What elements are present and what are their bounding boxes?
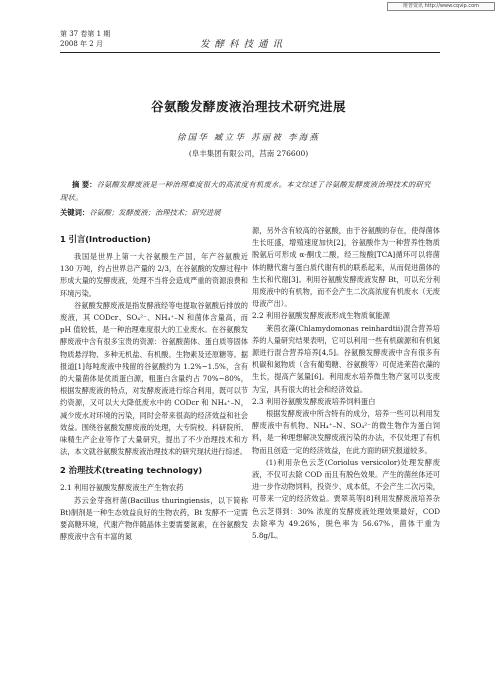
left-column: [60, 233, 248, 543]
keywords-label: 关键词：: [60, 208, 90, 217]
paragraph: 谷氨酸发酵废液是指发酵液经等电提取谷氨酸后排放的废液，其 CODcr、SO₄²⁻、NH₄⁺–N 和菌体含量高，而 pH 值较低，是一种治理难度很大的工业废水。在谷氨酸发酵废液中含有很多宝贵的资源：谷氨酸菌体、蛋白质等固体物质悬浮物、多种无机盐、有机酸、生物素及还原糖等。据报道[1]每吨废液中残留的谷氨酸约为 1.2%~1.5%，含有的大量菌体是优质蛋白源，粗蛋白含量约占 70%~80%，根据发酵废液的特点，对发酵废液进行综合利用，既可以节约资源，又可以大大降低废水中的 CODcr 和 NH₄⁺–N，减少废水对环境的污染，同时会带来很高的经济效益和社会效益。围绕谷氨酸发酵废液的处理，大专院校、科研院所、味精生产企业等作了大量研究，提出了不少治理技术和方法，本文就谷氨酸发酵废液治理技术的研究现状进行综述。: [60, 300, 248, 457]
keywords: [60, 207, 438, 219]
journal-header: [60, 30, 440, 56]
paragraph: 源，另外含有较高的谷氨酸，由于谷氨酸的存在，使得菌体生长旺盛，增殖速度加快[2]，谷氨酸作为一种营养性物质脱氨后可形成 α-酮戊二酸，经三羧酸[TCA]循环可以将菌体的糖代谢与蛋白质代谢有机的联系起来，从而促进菌体的生长和代谢[3]。利用谷氨酸发酵废液发酵 Bt，可以充分利用废液中的有机物，而不会产生二次高浓度有机废水（无废母液产出）。: [252, 226, 440, 309]
issue-date: 2008 年 2 月: [60, 40, 103, 48]
keywords-text: 谷氨酸；发酵废液；治理技术；研究进展: [89, 208, 221, 217]
paper-title: 谷氨酸发酵废液治理技术研究进展: [150, 99, 346, 114]
subsection-heading-2-1: 2.1 利用谷氨酸发酵废液生产生物农药: [60, 483, 184, 493]
journal-name: 发酵科技通讯: [200, 39, 288, 50]
paragraph: (1)利用杂色云芝(Coriolus versicolor)处理发酵废液，不仅可去除 COD 而且有脱色效果。产生的菌丝体还可进一步作动物饲料，投资少、成本低，不会产生二次污染，可带来一定的经济效益。贾翠英等[8]利用发酵废液培养杂色云芝得到：30% 浓度的发酵废液处理效果最好，COD 去除率为 49.26%，脱色率为 56.67%，菌体干重为 5.8g/L。: [252, 457, 440, 541]
section-heading-introduction: 1 引言(Introduction): [60, 234, 151, 244]
subsection-heading-2-2: 2.2 利用谷氨酸发酵废液形成生物质氧能源: [252, 311, 390, 321]
paragraph: 莱茵衣藻(Chlamydomonas reinhardtii)混合营养培养的人量研究结果表明，它可以利用一些有机碳源和有机氮源进行混合营养培养[4,5]。谷氨酸发酵废液中含有很多有机碳和氮物质（含有葡萄糖、谷氨酸等）可促进莱茵衣藻的生长，提高产氢量[6]。利用废水培养微生物产氢可以变废为宝，具有很大的社会和经济效益。: [252, 323, 440, 394]
abstract-label: 摘 要：: [72, 180, 97, 189]
paragraph: 我国是世界上第一大谷氨酸生产国，年产谷氨酸近 130 万吨，约占世界总产量的 2/3，在谷氨酸的发酵过程中形成大量的发酵废液，处理不当将会造成严重的资源浪费和环境污染。: [60, 252, 248, 298]
abstract: [60, 179, 438, 204]
volume-issue: 第 37 卷第 1 期: [60, 30, 111, 38]
right-column: [252, 225, 440, 542]
paragraph: 苏云金芽孢杆菌(Bacillus thuringiensis，以下简称 Bt)制剂是一种生态效益良好的生物农药，Bt 发酵不一定需要高糖环境，代谢产物伴随晶体主要需要氮素，在谷氨酸发酵废液中含有丰富的氮: [60, 495, 248, 542]
affiliation: (阜丰集团有限公司，莒南 276600): [188, 149, 309, 158]
subsection-heading-2-3: 2.3 利用谷氨酸发酵废液培养饲料蛋白: [252, 396, 376, 406]
author-list: 徐国华 臧立华 苏丽被 李海燕: [176, 133, 321, 143]
watermark-stamp: 维普资讯 http://www.cqvip.com: [387, 2, 495, 11]
paragraph: 根据发酵废液中所含特有的成分，培养一些可以利用发酵废液中有机物、NH₄⁺–N、SO₄²⁻的微生物作为蛋白饲料，是一种理想解决发酵废液污染的办法，不仅处理了有机物而且创造一定的经济效益，在此方面的研究报道较多。: [252, 409, 440, 455]
section-heading-treating-technology: 2 治理技术(treating technology): [60, 465, 203, 476]
abstract-text: 谷氨酸发酵废液是一种治理难度很大的高浓度有机废水。本文综述了谷氨酸发酵废液治理技术的研究现状。: [60, 180, 431, 202]
header-rule: [60, 52, 440, 53]
